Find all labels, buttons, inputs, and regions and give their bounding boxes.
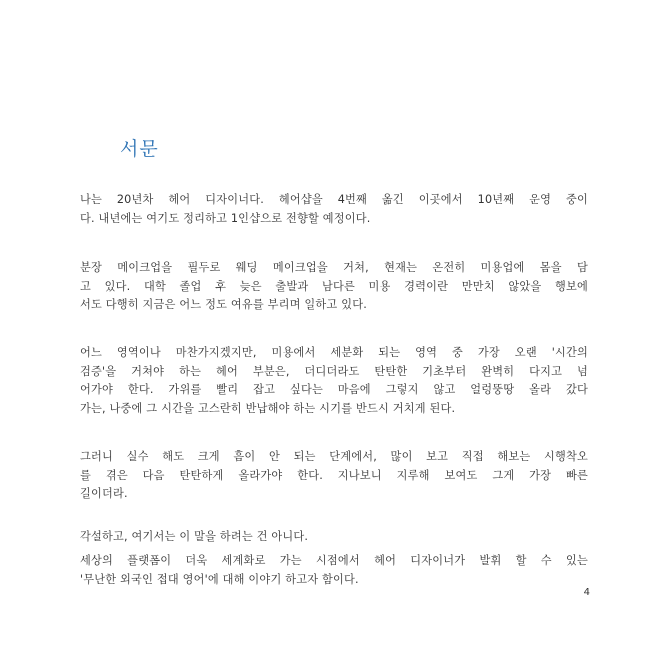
page-number: 4 [583,587,590,598]
paragraph-6 [80,552,588,589]
page-title: 서문 [120,138,159,160]
paragraph-line: 세상의 플랫폼이 더욱 세계화로 가는 시점에서 헤어 디자이너가 발휘 할 수 있는 [80,554,588,567]
paragraph-line: 어가야 한다. 가위를 빨리 잡고 싶다는 마음에 그렇지 않고 얼렁뚱땅 올라 갔다 [80,383,588,396]
paragraph-4 [80,448,588,504]
paragraph-line: 고 있다. 대학 졸업 후 늦은 출발과 남다른 미용 경력이란 만만치 않았을 행보에 [80,279,588,293]
paragraph-line: 길이더라. [80,487,128,500]
paragraph-line: 다. 내년에는 여기도 정리하고 1인샵으로 전향할 예정이다. [80,211,371,225]
paragraph-line: 검증'을 거쳐야 하는 헤어 부분은, 더디더라도 탄탄한 기초부터 완벽히 다지고 넘 [80,364,588,378]
paragraph-3 [80,344,588,418]
paragraph-2 [80,259,588,315]
paragraph-line: 나는 20년차 헤어 디자이너다. 헤어샵을 4번째 옮긴 이곳에서 10년째 운영 중이 [80,193,588,206]
paragraph-line: 서도 다행히 지금은 어느 정도 여유를 부리며 일하고 있다. [80,298,367,311]
paragraph-line: 분장 메이크업을 필두로 웨딩 메이크업을 거쳐, 현재는 온전히 미용업에 몸을 담 [80,261,588,274]
paragraph-line: 가는, 나중에 그 시간을 고스란히 반납해야 하는 시기를 반드시 거치게 된다. [80,401,456,415]
paragraph-line: 각설하고, 여기서는 이 말을 하려는 건 아니다. [80,530,309,543]
paragraph-5 [80,528,588,547]
paragraph-1 [80,191,588,228]
paragraph-line: 를 겪은 다음 탄탄하게 올라가야 한다. 지나보니 지루해 보여도 그게 가장 빠른 [80,468,588,482]
paragraph-line: '무난한 외국인 접대 영어'에 대해 이야기 하고자 함이다. [80,572,359,586]
paragraph-line: 그러니 실수 해도 크게 흠이 안 되는 단계에서, 많이 보고 직접 해보는 시행착오 [80,450,588,463]
paragraph-line: 어느 영역이나 마찬가지겠지만, 미용에서 세분화 되는 영역 중 가장 오랜 '시간의 [80,346,588,359]
